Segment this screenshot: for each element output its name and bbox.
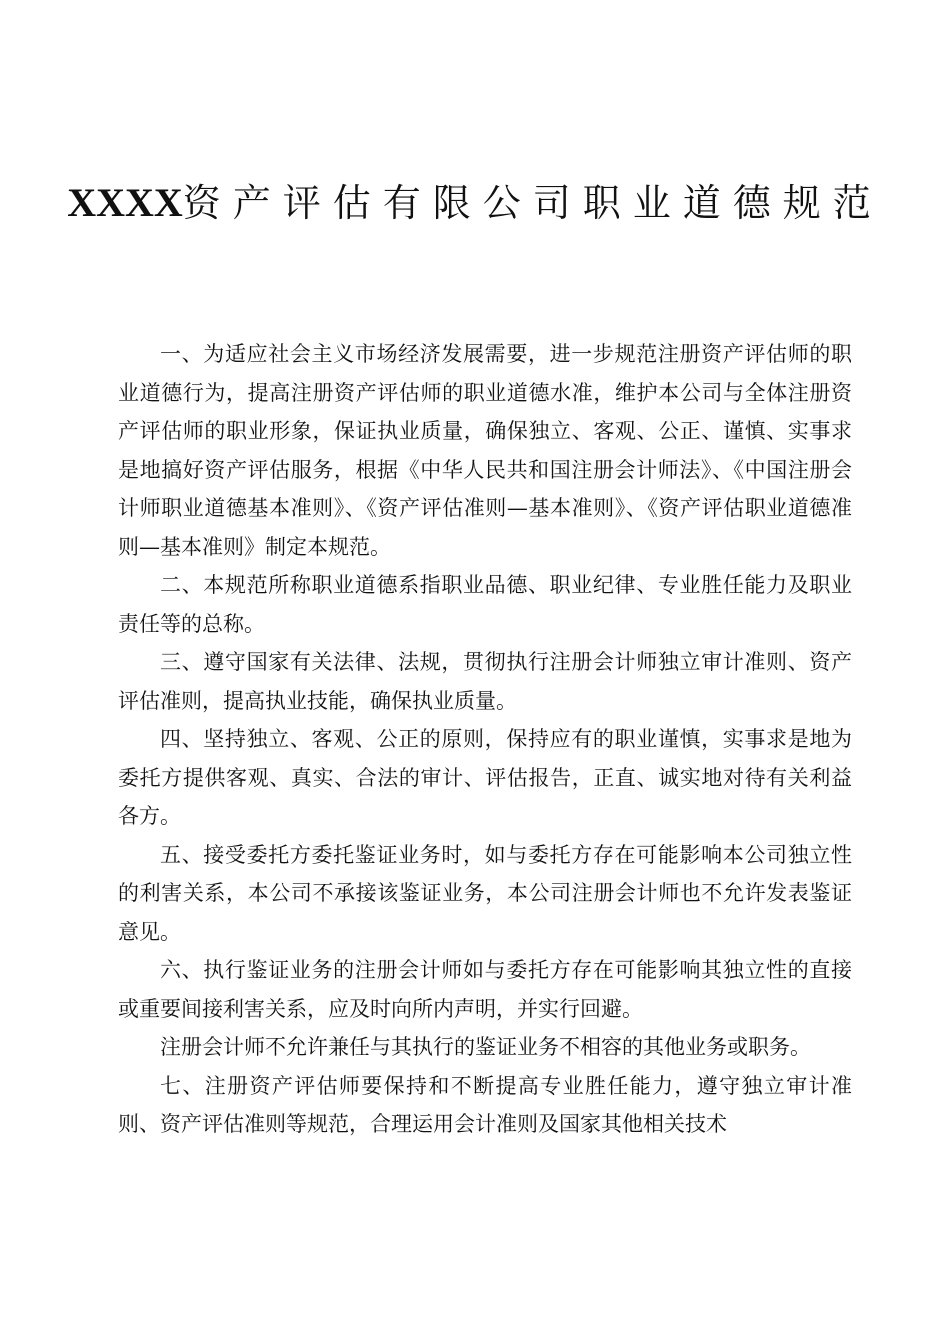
paragraph-4: 四、坚持独立、客观、公正的原则，保持应有的职业谨慎，实事求是地为委托方提供客观、真实、合法的审计、评估报告，正直、诚实地对待有关利益各方。: [118, 727, 852, 828]
document-title: [0, 177, 950, 229]
paragraph-6-note: 注册会计师不允许兼任与其执行的鉴证业务不相容的其他业务或职务。: [160, 1035, 811, 1059]
paragraph-2: 二、本规范所称职业道德系指职业品德、职业纪律、专业胜任能力及职业责任等的总称。: [118, 573, 852, 636]
paragraph-7: 七、注册资产评估师要保持和不断提高专业胜任能力，遵守独立审计准则、资产评估准则等规范，合理运用会计准则及国家其他相关技术: [118, 1073, 852, 1136]
paragraph-3: 三、遵守国家有关法律、法规，贯彻执行注册会计师独立审计准则、资产评估准则，提高执业技能，确保执业质量。: [118, 650, 852, 713]
title-text: 资产评估有限公司职业道德规范: [182, 181, 883, 225]
title-company-placeholder: XXXX: [67, 180, 183, 225]
paragraph-6: 六、执行鉴证业务的注册会计师如与委托方存在可能影响其独立性的直接或重要间接利害关系，应及时向所内声明，并实行回避。: [118, 958, 852, 1021]
paragraph-5: 五、接受委托方委托鉴证业务时，如与委托方存在可能影响本公司独立性的利害关系，本公司不承接该鉴证业务，本公司注册会计师也不允许发表鉴证意见。: [118, 842, 852, 944]
document-body: [118, 335, 852, 1144]
paragraph-1: 一、为适应社会主义市场经济发展需要，进一步规范注册资产评估师的职业道德行为，提高注册资产评估师的职业道德水准，维护本公司与全体注册资产评估师的职业形象，保证执业质量，确保独立、客观、公正、谨慎、实事求是地搞好资产评估服务，根据《中华人民共和国注册会计师法》、《中国注册会计师职业道德基本准则》、《资产评估准则—基本准则》、《资产评估职业道德准则—基本准则》制定本规范。: [118, 342, 852, 559]
